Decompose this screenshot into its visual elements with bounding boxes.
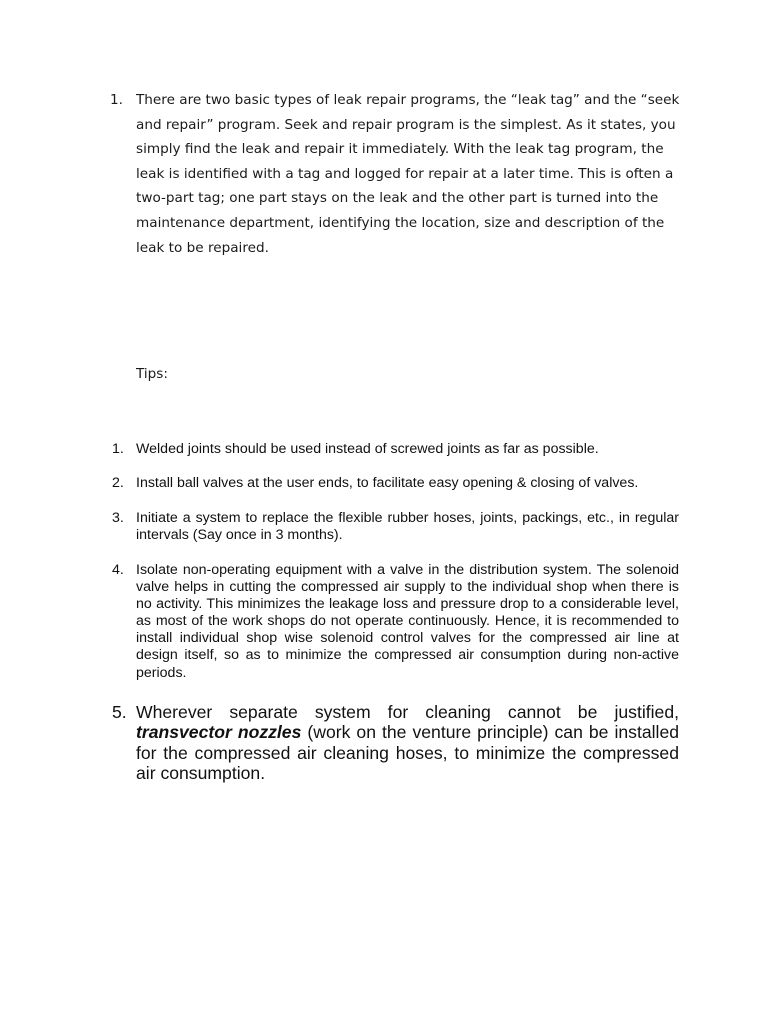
list-number: 1. — [112, 441, 124, 457]
tip-text-after: (work on the venture principle) can be installed for the compressed air cleaning hoses, to minimize the compressed air consumption. — [136, 722, 680, 784]
transvector-nozzles-emphasis: transvector nozzles — [136, 722, 302, 743]
paragraph-text: There are two basic types of leak repair programs, the “leak tag” and the “seek and repair” program. Seek and repair program is the simplest. As it states, you simply find the leak and repair it immediately. With the leak tag program, the leak is identified with a tag and logged for repair at a later time. This is often a two-part tag; one part stays on the leak and the other part is turned into the maintenance department, identifying the location, size and description of the leak to be repaired. — [136, 92, 680, 256]
tip-item — [112, 475, 679, 492]
tip-item-large — [112, 702, 679, 784]
tip-text: Install ball valves at the user ends, to facilitate easy opening & closing of valves. — [136, 475, 639, 491]
list-number: 4. — [112, 562, 124, 578]
list-number: 5. — [112, 702, 127, 722]
tip-item — [112, 510, 679, 544]
tip-text: Initiate a system to replace the flexible rubber hoses, joints, packings, etc., in regular intervals (Say once in 3 months). — [136, 510, 679, 544]
tip-item — [112, 562, 679, 682]
leak-repair-programs-paragraph — [110, 88, 680, 260]
list-number: 3. — [112, 510, 124, 526]
tip-text: Isolate non-operating equipment with a valve in the distribution system. The solenoid valve helps in cutting the compressed air supply to the individual shop when there is no activity. This minimizes the leakage loss and pressure drop to a considerable level, as most of the work shops do not operate continuously. Hence, it is recommended to install individual shop wise solenoid control valves for the compressed air line at design itself, so as to minimize the compressed air consumption during non-active periods. — [136, 562, 679, 681]
tip-text: Welded joints should be used instead of screwed joints as far as possible. — [136, 441, 599, 457]
list-number: 2. — [112, 475, 124, 491]
tip-item — [112, 441, 679, 458]
tip-text-before: Wherever separate system for cleaning cannot be justified, — [136, 702, 679, 722]
tip-text — [136, 702, 679, 784]
list-number: 1. — [110, 92, 123, 108]
tips-heading: Tips: — [136, 366, 168, 382]
